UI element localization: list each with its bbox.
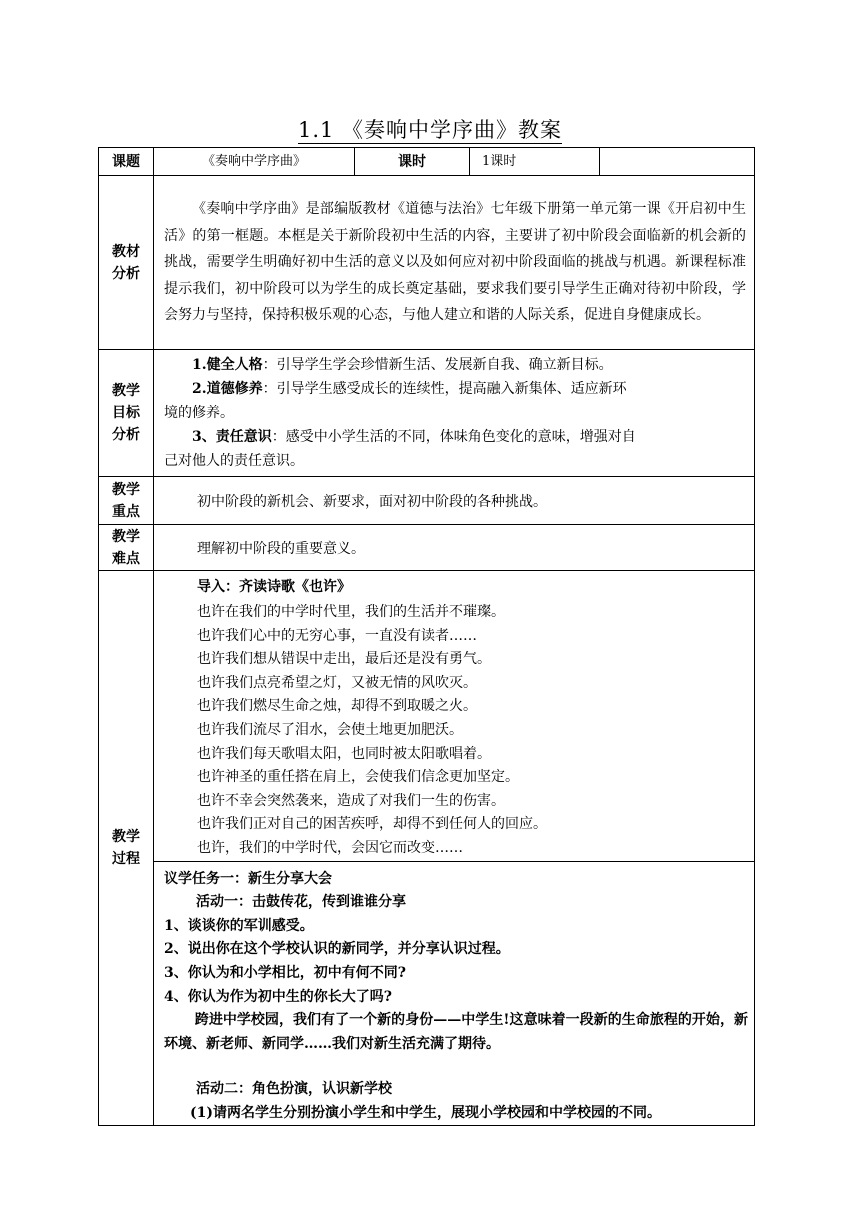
objective-item: 3、责任意识：感受中小学生活的不同，体味角色变化的意味，增强对自 bbox=[192, 429, 636, 445]
difficulties-label: 教学难点 bbox=[99, 525, 154, 571]
difficulties-text: 理解初中阶段的重要意义。 bbox=[154, 525, 755, 571]
question-item: 1、谈谈你的军训感受。 bbox=[164, 917, 314, 934]
question-item: 2、说出你在这个学校认识的新同学，并分享认识过程。 bbox=[164, 941, 510, 958]
poem-cell bbox=[154, 571, 755, 862]
key-points-text: 初中阶段的新机会、新要求，面对初中阶段的各种挑战。 bbox=[154, 477, 755, 525]
question-item: 3、你认为和小学相比，初中有何不同? bbox=[164, 964, 406, 981]
objective-item: 2.道德修养：引导学生感受成长的连续性，提高融入新集体、适应新环 bbox=[192, 381, 627, 397]
objectives-label: 教学目标分析 bbox=[99, 350, 154, 477]
process-label: 教学过程 bbox=[99, 571, 154, 1126]
poem-line: 也许我们想从错误中走出，最后还是没有勇气。 bbox=[197, 651, 491, 668]
process-row-task bbox=[99, 861, 755, 1126]
task-cell bbox=[154, 861, 755, 1126]
header-row bbox=[99, 148, 755, 176]
poem-line: 也许我们每天歌唱太阳，也同时被太阳歌唱着。 bbox=[197, 745, 491, 762]
analysis-label: 教材分析 bbox=[99, 176, 154, 350]
intro-title: 导入：齐读诗歌《也许》 bbox=[197, 579, 351, 595]
objective-item: 1.健全人格：引导学生学会珍惜新生活、发展新自我、确立新目标。 bbox=[192, 357, 613, 373]
objectives-row bbox=[99, 350, 755, 477]
activity-title: 活动二：角色扮演，认识新学校 bbox=[196, 1081, 392, 1098]
objective-item-cont: 境的修养。 bbox=[164, 405, 234, 421]
poem-line: 也许不幸会突然袭来，造成了对我们一生的伤害。 bbox=[197, 792, 505, 809]
period-label: 课时 bbox=[355, 148, 470, 176]
topic-label: 课题 bbox=[99, 148, 154, 176]
period-value: 1课时 bbox=[470, 148, 600, 176]
lesson-plan-table bbox=[98, 147, 755, 1126]
page-title: 1.1 《奏响中学序曲》教案 bbox=[297, 118, 563, 142]
process-row-intro bbox=[99, 571, 755, 862]
poem-line: 也许，我们的中学时代，会因它而改变…… bbox=[197, 839, 463, 856]
topic-value: 《奏响中学序曲》 bbox=[154, 148, 355, 176]
poem-line: 也许神圣的重任搭在肩上，会使我们信念更加坚定。 bbox=[197, 769, 519, 786]
objective-item-cont: 己对他人的责任意识。 bbox=[164, 453, 304, 469]
poem-line: 也许我们心中的无穷心事，一直没有读者…… bbox=[197, 627, 477, 644]
analysis-row bbox=[99, 176, 755, 350]
objectives-list bbox=[154, 350, 755, 477]
empty-cell bbox=[600, 148, 755, 176]
activity-title: 活动一：击鼓传花，传到谁谁分享 bbox=[196, 894, 406, 911]
question-item: 4、你认为作为初中生的你长大了吗? bbox=[164, 988, 392, 1005]
difficulties-row bbox=[99, 525, 755, 571]
key-points-row bbox=[99, 477, 755, 525]
key-points-label: 教学重点 bbox=[99, 477, 154, 525]
activity-step: (1)请两名学生分别扮演小学生和中学生，展现小学校园和中学校园的不同。 bbox=[190, 1104, 661, 1121]
poem-line: 也许我们燃尽生命之烛，却得不到取暖之火。 bbox=[197, 698, 477, 715]
poem-line: 也许我们流尽了泪水，会使土地更加肥沃。 bbox=[197, 721, 463, 738]
poem-line: 也许在我们的中学时代里，我们的生活并不璀璨。 bbox=[197, 604, 505, 620]
poem-line: 也许我们正对自己的困苦疾呼，却得不到任何人的回应。 bbox=[197, 816, 547, 833]
analysis-text: 《奏响中学序曲》是部编版教材《道德与法治》七年级下册第一单元第一课《开启初中生活》的第一框题。本框是关于新阶段初中生活的内容，主要讲了初中阶段会面临新的机会新的挑战，需要学生明确好初中生活的意义以及如何应对初中阶段面临的挑战与机遇。新课程标准提示我们，初中阶段可以为学生的成长奠定基础，要求我们要引导学生正确对待初中阶段，学会努力与坚持，保持积极乐观的心态，与他人建立和谐的人际关系，促进自身健康成长。 bbox=[154, 176, 755, 350]
poem-line: 也许我们点亮希望之灯，又被无情的风吹灭。 bbox=[197, 674, 477, 691]
task-title: 议学任务一：新生分享大会 bbox=[164, 870, 332, 887]
summary-text: 跨进中学校园，我们有了一个新的身份——中学生!这意味着一段新的生命旅程的开始，新环境、新老师、新同学……我们对新生活充满了期待。 bbox=[164, 1012, 748, 1052]
